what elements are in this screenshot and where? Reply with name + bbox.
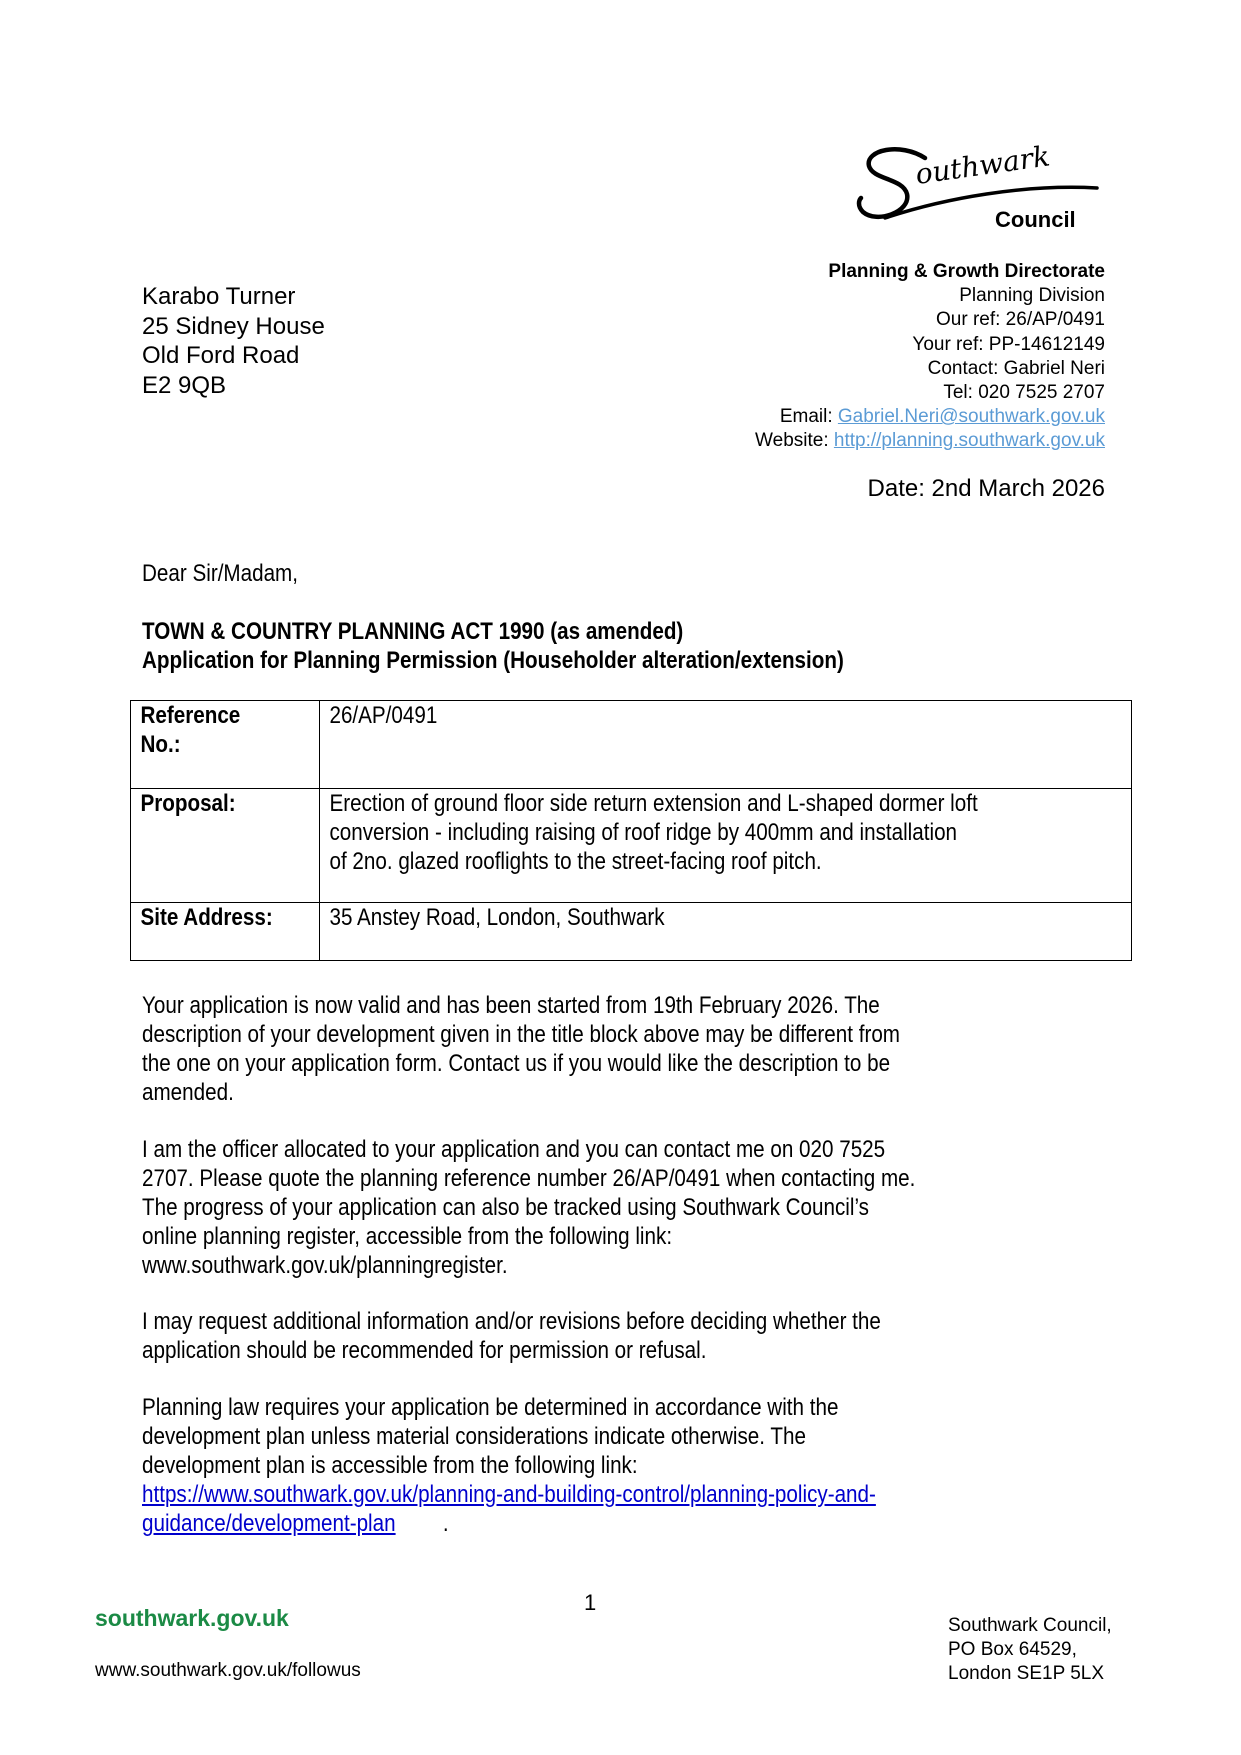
page-number: 1 <box>584 1590 597 1615</box>
website-label: Website: <box>755 430 834 452</box>
directorate: Planning & Growth Directorate <box>828 261 1105 282</box>
sender-details <box>755 260 1105 454</box>
reference-value-cell <box>320 701 1132 789</box>
email-label: Email: <box>779 406 838 428</box>
website-row <box>755 429 1105 453</box>
our-ref: Our ref: 26/AP/0491 <box>936 309 1105 331</box>
site-address-label: Site Address: <box>140 904 273 931</box>
website-link[interactable]: http://planning.southwark.gov.uk <box>833 430 1105 452</box>
footer-address-line: Southwark Council, <box>948 1615 1112 1636</box>
proposal-line-3: of 2no. glazed rooflights to the street-facing roof pitch. <box>329 848 822 875</box>
svg-text:outhwark: outhwark <box>913 139 1052 191</box>
footer-follow-us: www.southwark.gov.uk/followus <box>95 1660 361 1681</box>
reference-label-line2: No.: <box>140 731 181 758</box>
heading-act: TOWN & COUNTRY PLANNING ACT 1990 (as amended) <box>142 618 684 645</box>
division: Planning Division <box>959 285 1105 307</box>
email-link[interactable]: Gabriel.Neri@southwark.gov.uk <box>837 406 1105 428</box>
proposal-value-cell <box>320 789 1132 903</box>
paragraph-line: online planning register, accessible from the following link: <box>142 1223 673 1250</box>
your-ref: Your ref: PP-14612149 <box>912 333 1105 355</box>
proposal-line-1: Erection of ground floor side return extension and L-shaped dormer loft <box>329 790 978 817</box>
table-row <box>131 701 1132 789</box>
paragraph-line: I am the officer allocated to your application and you can contact me on 020 7525 <box>142 1136 886 1163</box>
footer-website: southwark.gov.uk <box>95 1605 289 1631</box>
recipient-postcode: E2 9QB <box>142 371 227 399</box>
application-details-table <box>130 700 1132 961</box>
recipient-line-2: Old Ford Road <box>142 342 300 369</box>
paragraph-line: description of your development given in the title block above may be different from <box>142 1021 900 1048</box>
footer-postal-address <box>948 1614 1112 1686</box>
development-plan-link[interactable]: https://www.southwark.gov.uk/planning-and-building-control/planning-policy-and- <box>142 1481 876 1508</box>
paragraph-line: www.southwark.gov.uk/planningregister. <box>142 1252 508 1279</box>
recipient-address <box>142 282 325 400</box>
footer-address-line: London SE1P 5LX <box>948 1663 1105 1684</box>
trailing-period: . <box>442 1510 449 1537</box>
site-address-value-cell <box>320 903 1132 961</box>
paragraph-line: the one on your application form. Contact us if you would like the description to be <box>142 1050 891 1077</box>
recipient-line-1: 25 Sidney House <box>142 312 325 340</box>
recipient-name: Karabo Turner <box>142 283 296 310</box>
paragraph-line: 2707. Please quote the planning reference number 26/AP/0491 when contacting me. <box>142 1165 916 1192</box>
letter-heading <box>142 617 844 675</box>
southwark-logo-icon <box>855 128 1105 238</box>
paragraph-additional-info <box>142 1307 881 1365</box>
proposal-line-2: conversion - including raising of roof ridge by 400mm and installation <box>329 819 958 846</box>
contact-name: Contact: Gabriel Neri <box>927 357 1105 379</box>
table-row <box>131 903 1132 961</box>
southwark-council-logo <box>855 128 1105 238</box>
paragraph-line: I may request additional information and/or revisions before deciding whether the <box>142 1308 881 1335</box>
paragraph-line: development plan is accessible from the following link: <box>142 1452 638 1479</box>
paragraph-line: Planning law requires your application be determined in accordance with the <box>142 1394 839 1421</box>
paragraph-planning-law <box>142 1393 876 1538</box>
heading-application-type: Application for Planning Permission (Householder alteration/extension) <box>142 647 844 674</box>
paragraph-line: development plan unless material considerations indicate otherwise. The <box>142 1423 806 1450</box>
site-address-label-cell <box>131 903 320 961</box>
paragraph-line: amended. <box>142 1079 234 1106</box>
paragraph-officer-contact <box>142 1135 915 1280</box>
svg-text:Council: Council <box>995 207 1076 232</box>
table-row <box>131 789 1132 903</box>
paragraph-line: The progress of your application can also be tracked using Southwark Council’s <box>142 1194 870 1221</box>
footer-address-line: PO Box 64529, <box>948 1639 1077 1660</box>
letter-date: Date: 2nd March 2026 <box>867 475 1105 502</box>
development-plan-link-continued[interactable]: guidance/development-plan <box>142 1510 396 1537</box>
site-address: 35 Anstey Road, London, Southwark <box>329 904 665 931</box>
paragraph-validation <box>142 991 900 1107</box>
contact-tel: Tel: 020 7525 2707 <box>943 382 1105 404</box>
contact-email-row <box>755 405 1105 429</box>
reference-label-line1: Reference <box>140 702 241 729</box>
reference-number: 26/AP/0491 <box>329 702 438 729</box>
paragraph-line: application should be recommended for permission or refusal. <box>142 1337 707 1364</box>
salutation: Dear Sir/Madam, <box>142 560 298 587</box>
reference-label-cell <box>131 701 320 789</box>
proposal-label-cell <box>131 789 320 903</box>
paragraph-line: Your application is now valid and has been started from 19th February 2026. The <box>142 992 880 1019</box>
proposal-label: Proposal: <box>140 790 236 817</box>
